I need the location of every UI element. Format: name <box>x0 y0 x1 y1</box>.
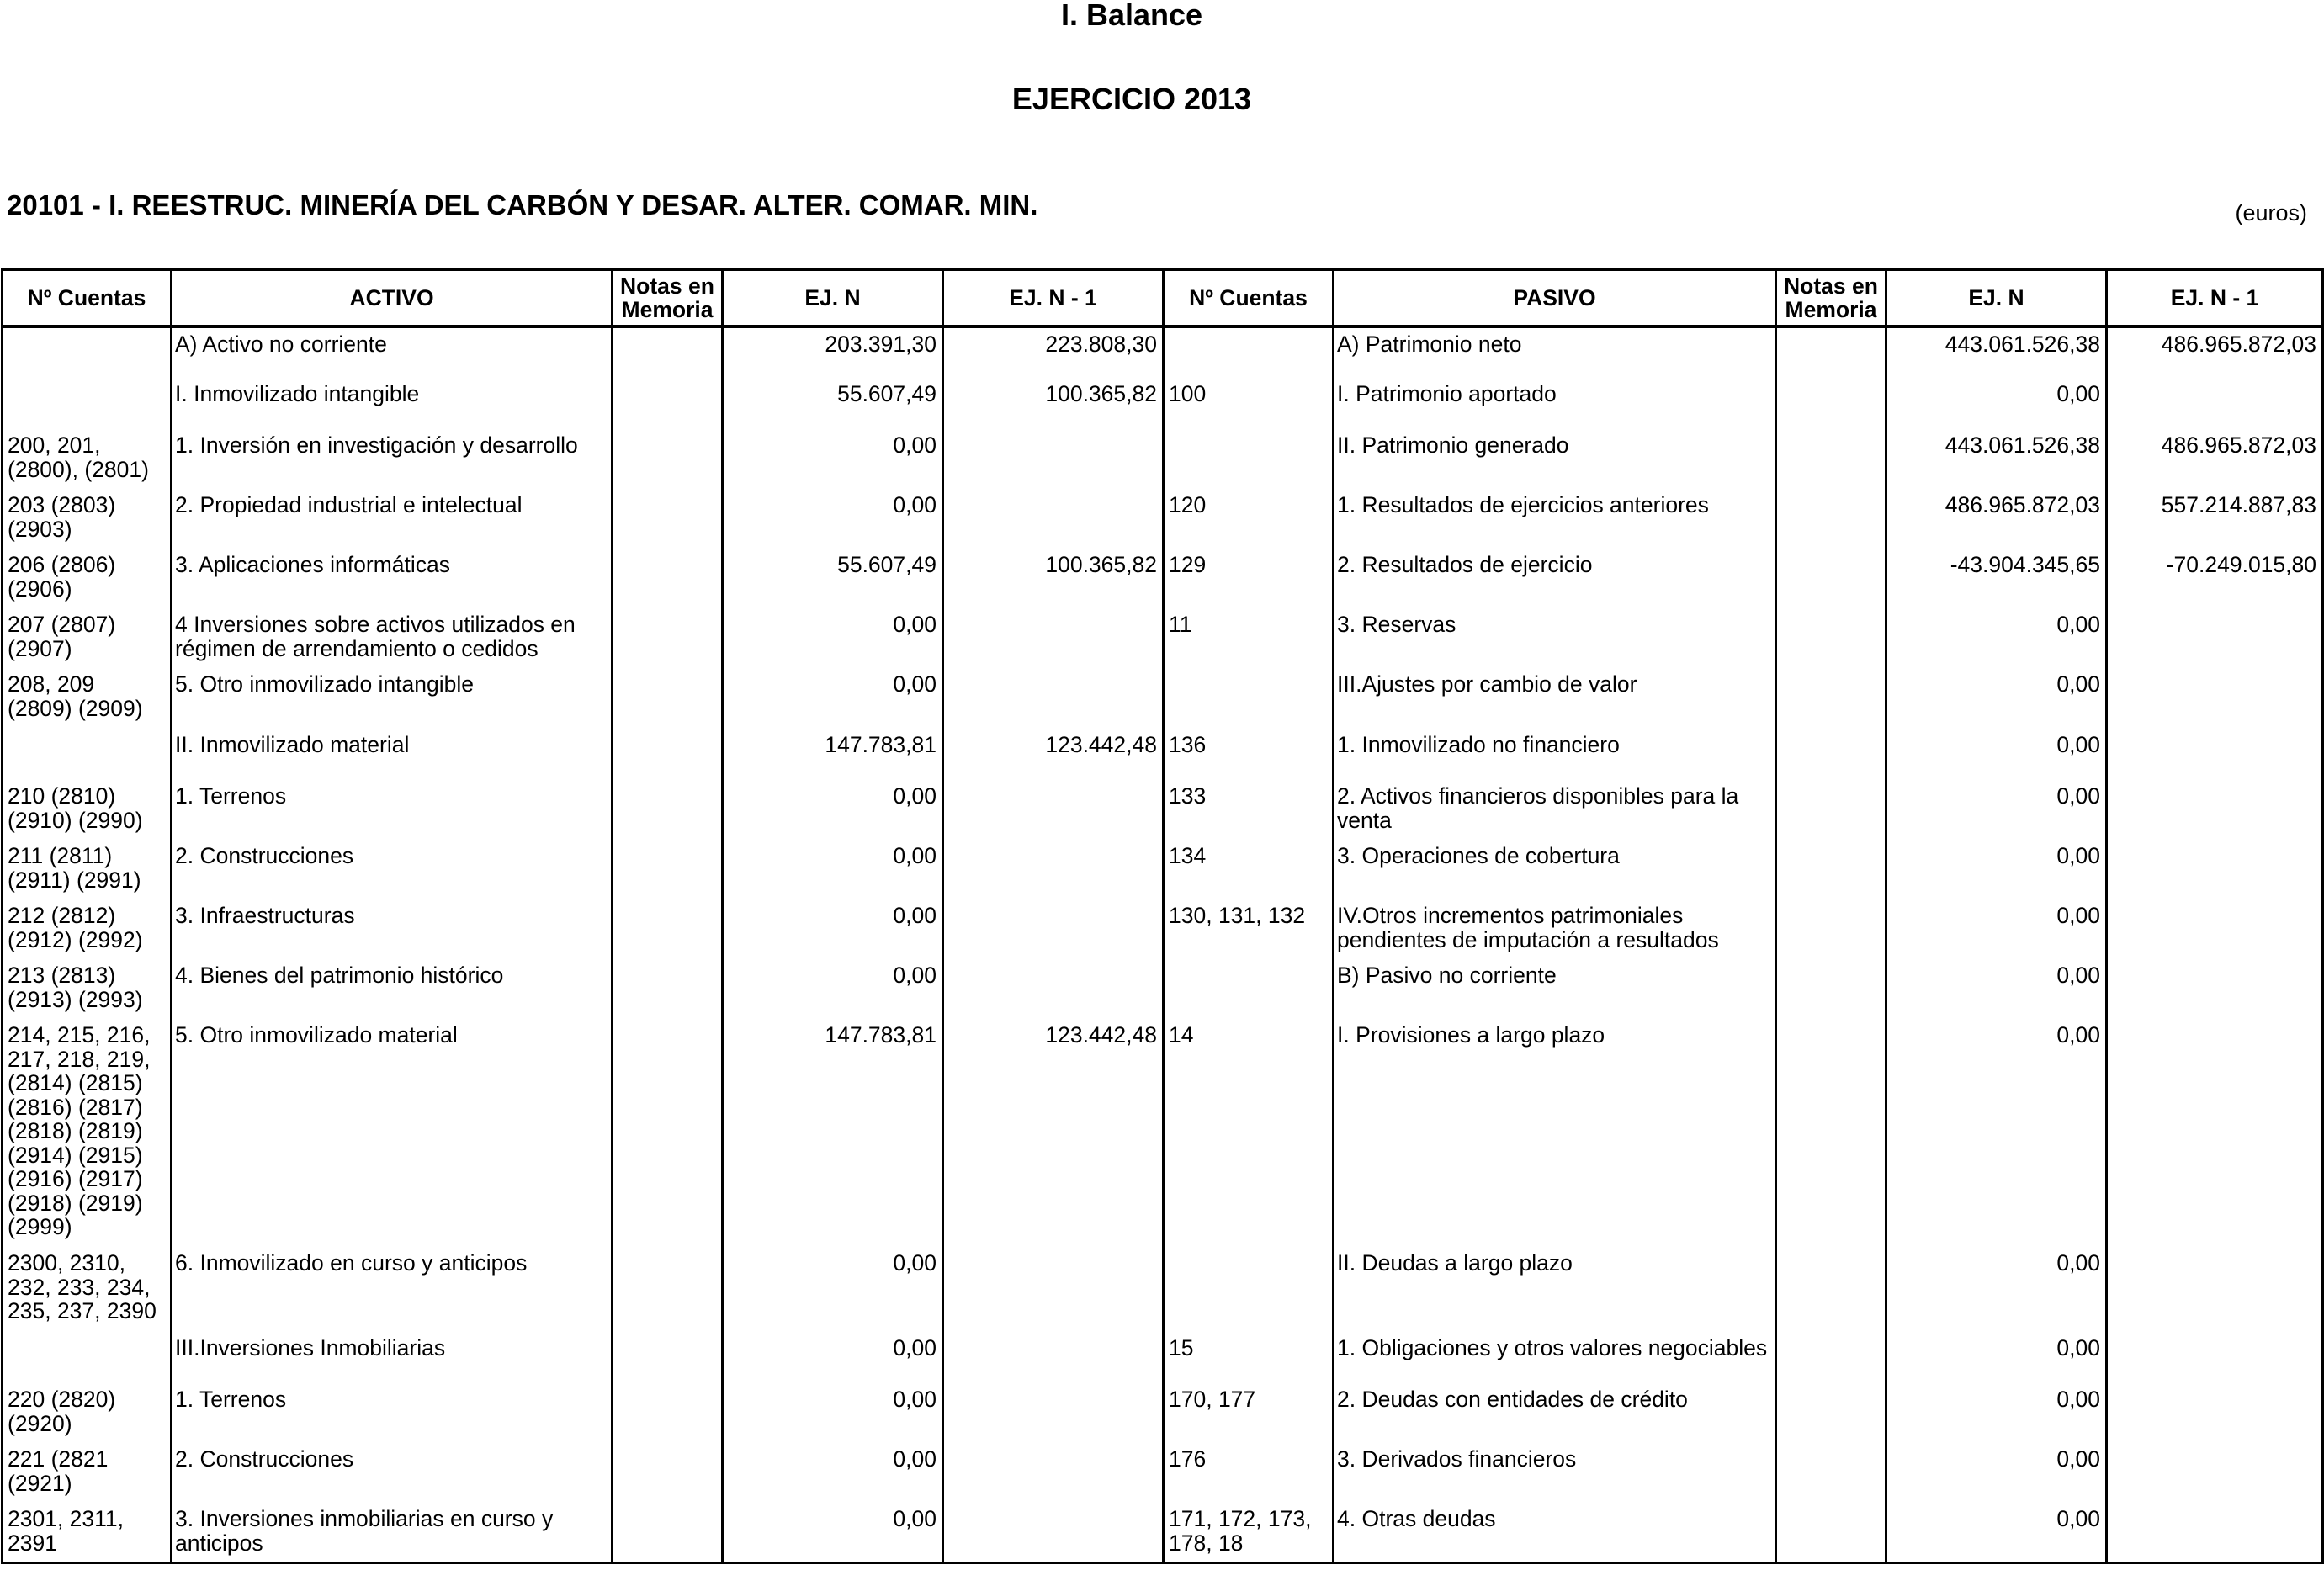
asset-label-cell: 6. Inmovilizado en curso y anticipos <box>172 1247 613 1332</box>
liability-ej-n-1-cell: 486.965.872,03 <box>2107 429 2323 489</box>
asset-label-cell: 2. Construcciones <box>172 1443 613 1503</box>
liability-account-cell: 136 <box>1164 729 1334 780</box>
liability-ej-n-1-cell <box>2107 1247 2323 1332</box>
asset-ej-n-cell: 0,00 <box>723 959 943 1019</box>
asset-label-cell: 2. Propiedad industrial e intelectual <box>172 489 613 549</box>
liability-notes-cell <box>1776 959 1886 1019</box>
col-header-liability-accounts: Nº Cuentas <box>1164 270 1334 327</box>
asset-ej-n-1-cell <box>943 1503 1164 1562</box>
asset-account-cell: 206 (2806) (2906) <box>3 549 172 608</box>
liability-notes-cell <box>1776 1503 1886 1562</box>
liability-ej-n-1-cell <box>2107 840 2323 899</box>
asset-notes-cell <box>613 729 723 780</box>
liability-ej-n-cell: 0,00 <box>1886 959 2107 1019</box>
asset-ej-n-cell: 0,00 <box>723 429 943 489</box>
liability-ej-n-cell: 0,00 <box>1886 729 2107 780</box>
liability-ej-n-1-cell: 557.214.887,83 <box>2107 489 2323 549</box>
liability-ej-n-cell: 0,00 <box>1886 668 2107 729</box>
liability-label-cell: IV.Otros incrementos patrimoniales pendientes de imputación a resultados <box>1334 899 1776 959</box>
liability-account-cell <box>1164 326 1334 378</box>
liability-notes-cell <box>1776 780 1886 840</box>
col-header-liability-ej-n: EJ. N <box>1886 270 2107 327</box>
asset-ej-n-cell: 55.607,49 <box>723 549 943 608</box>
liability-account-cell <box>1164 668 1334 729</box>
liability-account-cell: 170, 177 <box>1164 1383 1334 1443</box>
liability-label-cell: II. Patrimonio generado <box>1334 429 1776 489</box>
asset-ej-n-1-cell <box>943 668 1164 729</box>
liability-notes-cell <box>1776 1332 1886 1383</box>
liability-ej-n-cell: 0,00 <box>1886 1503 2107 1562</box>
asset-ej-n-cell: 0,00 <box>723 1247 943 1332</box>
asset-account-cell: 213 (2813) (2913) (2993) <box>3 959 172 1019</box>
col-header-asset-ej-n: EJ. N <box>723 270 943 327</box>
asset-label-cell: I. Inmovilizado intangible <box>172 378 613 429</box>
liability-ej-n-1-cell <box>2107 729 2323 780</box>
liability-notes-cell <box>1776 1443 1886 1503</box>
asset-ej-n-cell: 0,00 <box>723 489 943 549</box>
col-header-liability-ej-n-1: EJ. N - 1 <box>2107 270 2323 327</box>
liability-notes-cell <box>1776 1383 1886 1443</box>
asset-ej-n-1-cell <box>943 1383 1164 1443</box>
asset-ej-n-cell: 0,00 <box>723 1443 943 1503</box>
table-row <box>3 729 2323 780</box>
asset-notes-cell <box>613 326 723 378</box>
table-row <box>3 489 2323 549</box>
table-row <box>3 1383 2323 1443</box>
asset-label-cell: 4. Bienes del patrimonio histórico <box>172 959 613 1019</box>
liability-ej-n-cell: 443.061.526,38 <box>1886 429 2107 489</box>
asset-ej-n-1-cell <box>943 608 1164 668</box>
liability-label-cell: I. Patrimonio aportado <box>1334 378 1776 429</box>
table-row <box>3 326 2323 378</box>
liability-label-cell: 1. Inmovilizado no financiero <box>1334 729 1776 780</box>
liability-ej-n-1-cell <box>2107 1332 2323 1383</box>
liability-ej-n-1-cell <box>2107 1019 2323 1247</box>
table-header-row <box>3 270 2323 327</box>
asset-ej-n-cell: 203.391,30 <box>723 326 943 378</box>
table-row <box>3 780 2323 840</box>
liability-account-cell: 15 <box>1164 1332 1334 1383</box>
liability-ej-n-cell: -43.904.345,65 <box>1886 549 2107 608</box>
asset-ej-n-1-cell <box>943 1247 1164 1332</box>
asset-ej-n-1-cell <box>943 1443 1164 1503</box>
liability-label-cell: B) Pasivo no corriente <box>1334 959 1776 1019</box>
asset-label-cell: III.Inversiones Inmobiliarias <box>172 1332 613 1383</box>
asset-notes-cell <box>613 429 723 489</box>
liability-ej-n-cell: 0,00 <box>1886 608 2107 668</box>
asset-notes-cell <box>613 1019 723 1247</box>
asset-account-cell: 210 (2810) (2910) (2990) <box>3 780 172 840</box>
liability-ej-n-cell: 0,00 <box>1886 1019 2107 1247</box>
liability-account-cell: 100 <box>1164 378 1334 429</box>
asset-label-cell: 2. Construcciones <box>172 840 613 899</box>
asset-notes-cell <box>613 1247 723 1332</box>
page-title: I. Balance <box>1060 0 1203 32</box>
liability-account-cell: 130, 131, 132 <box>1164 899 1334 959</box>
asset-ej-n-cell: 0,00 <box>723 899 943 959</box>
liability-label-cell: A) Patrimonio neto <box>1334 326 1776 378</box>
liability-notes-cell <box>1776 489 1886 549</box>
asset-ej-n-1-cell: 223.808,30 <box>943 326 1164 378</box>
table-row <box>3 378 2323 429</box>
asset-ej-n-cell: 0,00 <box>723 1332 943 1383</box>
liability-account-cell <box>1164 429 1334 489</box>
liability-label-cell: 2. Resultados de ejercicio <box>1334 549 1776 608</box>
liability-account-cell: 120 <box>1164 489 1334 549</box>
liability-notes-cell <box>1776 840 1886 899</box>
liability-ej-n-cell: 0,00 <box>1886 1247 2107 1332</box>
asset-notes-cell <box>613 899 723 959</box>
liability-label-cell: 3. Operaciones de cobertura <box>1334 840 1776 899</box>
asset-ej-n-cell: 0,00 <box>723 668 943 729</box>
asset-label-cell: 1. Terrenos <box>172 780 613 840</box>
col-header-activo: ACTIVO <box>172 270 613 327</box>
liability-label-cell: III.Ajustes por cambio de valor <box>1334 668 1776 729</box>
asset-account-cell: 221 (2821 (2921) <box>3 1443 172 1503</box>
asset-ej-n-1-cell <box>943 840 1164 899</box>
asset-ej-n-cell: 147.783,81 <box>723 729 943 780</box>
col-header-asset-ej-n-1: EJ. N - 1 <box>943 270 1164 327</box>
liability-notes-cell <box>1776 1019 1886 1247</box>
asset-notes-cell <box>613 1443 723 1503</box>
asset-ej-n-1-cell: 100.365,82 <box>943 549 1164 608</box>
asset-label-cell: II. Inmovilizado material <box>172 729 613 780</box>
table-row <box>3 899 2323 959</box>
liability-ej-n-cell: 0,00 <box>1886 840 2107 899</box>
liability-label-cell: I. Provisiones a largo plazo <box>1334 1019 1776 1247</box>
liability-ej-n-cell: 0,00 <box>1886 1443 2107 1503</box>
asset-ej-n-1-cell <box>943 959 1164 1019</box>
liability-ej-n-cell: 0,00 <box>1886 378 2107 429</box>
liability-notes-cell <box>1776 899 1886 959</box>
asset-notes-cell <box>613 1503 723 1562</box>
asset-notes-cell <box>613 489 723 549</box>
asset-label-cell: 3. Aplicaciones informáticas <box>172 549 613 608</box>
table-row <box>3 668 2323 729</box>
asset-label-cell: 3. Infraestructuras <box>172 899 613 959</box>
liability-ej-n-1-cell <box>2107 959 2323 1019</box>
col-header-pasivo: PASIVO <box>1334 270 1776 327</box>
asset-notes-cell <box>613 1383 723 1443</box>
asset-label-cell: 5. Otro inmovilizado material <box>172 1019 613 1247</box>
entity-heading: 20101 - I. REESTRUC. MINERÍA DEL CARBÓN Y DESAR. ALTER. COMAR. MIN. <box>7 189 1038 220</box>
asset-account-cell: 208, 209 (2809) (2909) <box>3 668 172 729</box>
liability-ej-n-cell: 486.965.872,03 <box>1886 489 2107 549</box>
liability-ej-n-cell: 0,00 <box>1886 1383 2107 1443</box>
asset-ej-n-cell: 0,00 <box>723 840 943 899</box>
liability-ej-n-1-cell <box>2107 780 2323 840</box>
asset-ej-n-cell: 0,00 <box>723 1503 943 1562</box>
liability-account-cell: 129 <box>1164 549 1334 608</box>
asset-label-cell: 1. Terrenos <box>172 1383 613 1443</box>
asset-account-cell: 207 (2807) (2907) <box>3 608 172 668</box>
liability-ej-n-1-cell <box>2107 1503 2323 1562</box>
asset-account-cell <box>3 326 172 378</box>
table-row <box>3 549 2323 608</box>
liability-account-cell: 14 <box>1164 1019 1334 1247</box>
asset-ej-n-1-cell: 123.442,48 <box>943 729 1164 780</box>
liability-label-cell: 4. Otras deudas <box>1334 1503 1776 1562</box>
asset-ej-n-1-cell <box>943 899 1164 959</box>
asset-ej-n-1-cell <box>943 429 1164 489</box>
liability-ej-n-cell: 0,00 <box>1886 780 2107 840</box>
liability-label-cell: 3. Reservas <box>1334 608 1776 668</box>
liability-notes-cell <box>1776 378 1886 429</box>
liability-ej-n-1-cell <box>2107 378 2323 429</box>
liability-label-cell: 3. Derivados financieros <box>1334 1443 1776 1503</box>
asset-label-cell: 4 Inversiones sobre activos utilizados en régimen de arrendamiento o cedidos <box>172 608 613 668</box>
table-row <box>3 1443 2323 1503</box>
asset-notes-cell <box>613 549 723 608</box>
liability-account-cell <box>1164 959 1334 1019</box>
asset-account-cell <box>3 378 172 429</box>
asset-notes-cell <box>613 1332 723 1383</box>
liability-label-cell: II. Deudas a largo plazo <box>1334 1247 1776 1332</box>
asset-account-cell: 200, 201, (2800), (2801) <box>3 429 172 489</box>
liability-notes-cell <box>1776 429 1886 489</box>
asset-notes-cell <box>613 668 723 729</box>
asset-notes-cell <box>613 608 723 668</box>
liability-ej-n-1-cell <box>2107 668 2323 729</box>
table-row <box>3 608 2323 668</box>
asset-label-cell: 1. Inversión en investigación y desarrollo <box>172 429 613 489</box>
liability-account-cell: 134 <box>1164 840 1334 899</box>
asset-account-cell <box>3 1332 172 1383</box>
liability-notes-cell <box>1776 608 1886 668</box>
liability-ej-n-1-cell <box>2107 899 2323 959</box>
asset-label-cell: 5. Otro inmovilizado intangible <box>172 668 613 729</box>
liability-ej-n-cell: 0,00 <box>1886 1332 2107 1383</box>
table-row <box>3 1503 2323 1562</box>
asset-account-cell <box>3 729 172 780</box>
table-row <box>3 1019 2323 1247</box>
liability-account-cell: 11 <box>1164 608 1334 668</box>
asset-account-cell: 203 (2803) (2903) <box>3 489 172 549</box>
liability-label-cell: 2. Activos financieros disponibles para la venta <box>1334 780 1776 840</box>
liability-notes-cell <box>1776 1247 1886 1332</box>
liability-notes-cell <box>1776 729 1886 780</box>
liability-notes-cell <box>1776 668 1886 729</box>
table-row <box>3 840 2323 899</box>
asset-notes-cell <box>613 378 723 429</box>
asset-label-cell: A) Activo no corriente <box>172 326 613 378</box>
liability-ej-n-cell: 443.061.526,38 <box>1886 326 2107 378</box>
asset-notes-cell <box>613 780 723 840</box>
col-header-asset-notes: Notas en Memoria <box>613 270 723 327</box>
asset-notes-cell <box>613 840 723 899</box>
asset-ej-n-cell: 147.783,81 <box>723 1019 943 1247</box>
asset-ej-n-cell: 0,00 <box>723 608 943 668</box>
asset-account-cell: 2300, 2310, 232, 233, 234, 235, 237, 2390 <box>3 1247 172 1332</box>
liability-account-cell: 171, 172, 173, 178, 18 <box>1164 1503 1334 1562</box>
liability-account-cell: 176 <box>1164 1443 1334 1503</box>
liability-label-cell: 1. Obligaciones y otros valores negociables <box>1334 1332 1776 1383</box>
balance-table <box>1 268 2324 1564</box>
asset-account-cell: 212 (2812) (2912) (2992) <box>3 899 172 959</box>
asset-ej-n-cell: 0,00 <box>723 1383 943 1443</box>
units-label: (euros) <box>2235 200 2307 225</box>
liability-ej-n-cell: 0,00 <box>1886 899 2107 959</box>
liability-label-cell: 1. Resultados de ejercicios anteriores <box>1334 489 1776 549</box>
asset-account-cell: 220 (2820) (2920) <box>3 1383 172 1443</box>
liability-notes-cell <box>1776 549 1886 608</box>
col-header-liability-notes: Notas en Memoria <box>1776 270 1886 327</box>
col-header-asset-accounts: Nº Cuentas <box>3 270 172 327</box>
asset-ej-n-cell: 0,00 <box>723 780 943 840</box>
liability-ej-n-1-cell <box>2107 1443 2323 1503</box>
asset-ej-n-1-cell <box>943 1332 1164 1383</box>
asset-label-cell: 3. Inversiones inmobiliarias en curso y anticipos <box>172 1503 613 1562</box>
asset-notes-cell <box>613 959 723 1019</box>
asset-ej-n-1-cell: 100.365,82 <box>943 378 1164 429</box>
table-row <box>3 1247 2323 1332</box>
liability-label-cell: 2. Deudas con entidades de crédito <box>1334 1383 1776 1443</box>
asset-ej-n-cell: 55.607,49 <box>723 378 943 429</box>
fiscal-year-heading: EJERCICIO 2013 <box>1011 82 1252 116</box>
table-row <box>3 959 2323 1019</box>
table-row <box>3 1332 2323 1383</box>
asset-account-cell: 211 (2811) (2911) (2991) <box>3 840 172 899</box>
table-row <box>3 429 2323 489</box>
asset-account-cell: 214, 215, 216, 217, 218, 219, (2814) (2815) (2816) (2817) (2818) (2819) (2914) (2915) (2916) (2917) (2918) (2919) (2999) <box>3 1019 172 1247</box>
liability-ej-n-1-cell <box>2107 1383 2323 1443</box>
liability-ej-n-1-cell <box>2107 608 2323 668</box>
liability-ej-n-1-cell: 486.965.872,03 <box>2107 326 2323 378</box>
asset-ej-n-1-cell <box>943 780 1164 840</box>
liability-notes-cell <box>1776 326 1886 378</box>
liability-ej-n-1-cell: -70.249.015,80 <box>2107 549 2323 608</box>
liability-account-cell: 133 <box>1164 780 1334 840</box>
asset-account-cell: 2301, 2311, 2391 <box>3 1503 172 1562</box>
liability-account-cell <box>1164 1247 1334 1332</box>
asset-ej-n-1-cell: 123.442,48 <box>943 1019 1164 1247</box>
asset-ej-n-1-cell <box>943 489 1164 549</box>
